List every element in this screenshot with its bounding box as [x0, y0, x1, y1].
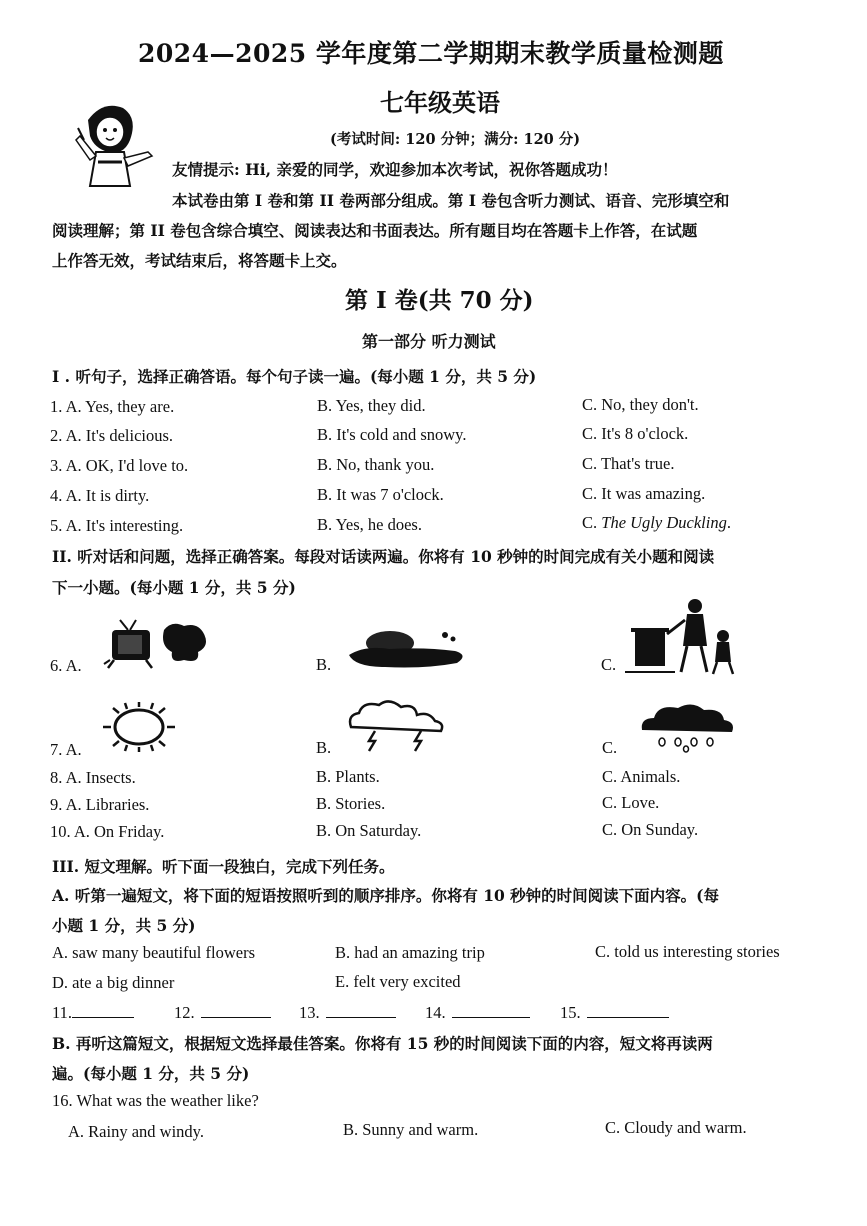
greeting-tip: 友情提示: Hi, 亲爱的同学，欢迎参加本次考试，祝你答题成功！ — [172, 160, 618, 179]
intro-line-1: 本试卷由第 I 卷和第 II 卷两部分组成。第 I 卷包含听力测试、语音、完形填空和 — [172, 191, 730, 210]
q10-option-c: C. On Sunday. — [602, 820, 699, 839]
q1-option-c: C. No, they don't. — [582, 395, 699, 414]
cartoon-girl-illustration — [68, 100, 158, 192]
rain-cloud-icon — [638, 700, 738, 752]
q5-option-c-title: The Ugly Duckling — [601, 513, 727, 532]
phrase-b: B. had an amazing trip — [335, 943, 485, 962]
answer-blank-11-line[interactable] — [72, 1001, 134, 1018]
answer-blank-14-line[interactable] — [452, 1001, 530, 1018]
q8-option-b: B. Plants. — [316, 767, 380, 786]
section-1-instruction: I . 听句子，选择正确答语。每个句子读一遍。(每小题 1 分，共 5 分) — [52, 367, 537, 386]
q2-option-c: C. It's 8 o'clock. — [582, 424, 689, 443]
answer-blank-13-line[interactable] — [326, 1001, 396, 1018]
q8-option-a: 8. A. Insects. — [50, 768, 136, 787]
q4-option-a: 4. A. It is dirty. — [50, 486, 150, 505]
q5-option-a: 5. A. It's interesting. — [50, 516, 184, 535]
q2-option-b: B. It's cold and snowy. — [317, 425, 467, 444]
q16-stem: 16. What was the weather like? — [52, 1091, 259, 1110]
answer-blank-11-number: 11. — [52, 1003, 73, 1022]
answer-blank-15-number: 15. — [560, 1003, 581, 1022]
q9-option-a: 9. A. Libraries. — [50, 795, 150, 814]
q9-option-b: B. Stories. — [316, 794, 386, 813]
answer-blank-12[interactable] — [174, 1001, 271, 1023]
section-3b-instruction-line-1: B. 再听这篇短文，根据短文选择最佳答案。你将有 15 秒的时间阅读下面的内容，短文将再读两 — [52, 1034, 713, 1053]
part-1-title: 第一部分 听力测试 — [362, 332, 496, 351]
q8-option-c: C. Animals. — [602, 767, 681, 786]
subject-title: 七年级英语 — [380, 88, 500, 117]
phrase-c: C. told us interesting stories — [595, 942, 780, 961]
thunderstorm-icon — [345, 695, 450, 753]
q1-option-a: 1. A. Yes, they are. — [50, 397, 175, 416]
q10-option-a: 10. A. On Friday. — [50, 822, 165, 841]
q4-option-c: C. It was amazing. — [582, 484, 706, 503]
answer-blank-14-number: 14. — [425, 1003, 446, 1022]
answer-blank-13[interactable] — [299, 1001, 396, 1023]
volume-1-title: 第 I 卷(共 70 分) — [345, 287, 534, 314]
answer-blank-14[interactable] — [425, 1001, 530, 1023]
section-2-instruction-line-1: II. 听对话和问题，选择正确答案。每段对话读两遍。你将有 10 秒钟的时间完成有关小题和阅读 — [52, 547, 715, 566]
intro-line-2: 阅读理解；第 II 卷包含综合填空、阅读表达和书面表达。所有题目均在答题卡上作答，在试题 — [52, 221, 698, 240]
answer-blank-15[interactable] — [560, 1001, 669, 1023]
q5-option-c-suffix: . — [726, 513, 731, 532]
time-info: (考试时间: 120 分钟；满分: 120 分) — [330, 131, 581, 148]
q16-option-c: C. Cloudy and warm. — [605, 1118, 747, 1137]
exam-title: 2024—2025 学年度第二学期期末教学质量检测题 — [138, 39, 724, 68]
q3-option-a: 3. A. OK, I'd love to. — [50, 456, 189, 475]
q6-label-b: B. — [316, 655, 332, 674]
section-3a-instruction-line-2: 小题 1 分，共 5 分) — [52, 916, 196, 935]
q16-option-b: B. Sunny and warm. — [343, 1120, 479, 1139]
q6-label-c: C. — [601, 655, 617, 674]
section-3b-instruction-line-2: 遍。(每小题 1 分，共 5 分) — [52, 1064, 250, 1083]
answer-blank-12-number: 12. — [174, 1003, 195, 1022]
q16-option-a: A. Rainy and windy. — [68, 1122, 204, 1141]
q5-option-c — [582, 513, 731, 533]
answer-blank-12-line[interactable] — [201, 1001, 271, 1018]
q3-option-b: B. No, thank you. — [317, 455, 435, 474]
phrase-e: E. felt very excited — [335, 972, 461, 991]
q10-option-b: B. On Saturday. — [316, 821, 422, 840]
family-trash-picture — [625, 596, 740, 678]
q4-option-b: B. It was 7 o'clock. — [317, 485, 444, 504]
q7-label-a: 7. A. — [50, 740, 82, 759]
q5-option-c-prefix: C. — [582, 513, 602, 532]
q5-option-b: B. Yes, he does. — [317, 515, 422, 534]
section-3-instruction: III. 短文理解。听下面一段独白，完成下列任务。 — [52, 857, 395, 876]
intro-line-3: 上作答无效，考试结束后，将答题卡上交。 — [52, 251, 347, 270]
q7-label-c: C. — [602, 738, 618, 757]
q9-option-c: C. Love. — [602, 793, 660, 812]
answer-blank-11[interactable] — [52, 1001, 134, 1023]
q7-label-b: B. — [316, 738, 332, 757]
phrase-a: A. saw many beautiful flowers — [52, 943, 255, 962]
section-3a-instruction-line-1: A. 听第一遍短文，将下面的短语按照听到的顺序排序。你将有 10 秒钟的时间阅读下面内容。(每 — [52, 886, 720, 905]
section-2-instruction-line-2: 下一小题。(每小题 1 分，共 5 分) — [52, 578, 296, 597]
q2-option-a: 2. A. It's delicious. — [50, 426, 174, 445]
tv-and-spill-picture — [100, 616, 215, 671]
mud-puddle-picture — [345, 625, 470, 670]
phrase-d: D. ate a big dinner — [52, 973, 175, 992]
sun-icon — [97, 698, 181, 756]
q3-option-c: C. That's true. — [582, 454, 675, 473]
q6-label-a: 6. A. — [50, 656, 82, 675]
q1-option-b: B. Yes, they did. — [317, 396, 426, 415]
answer-blank-13-number: 13. — [299, 1003, 320, 1022]
answer-blank-15-line[interactable] — [587, 1001, 669, 1018]
